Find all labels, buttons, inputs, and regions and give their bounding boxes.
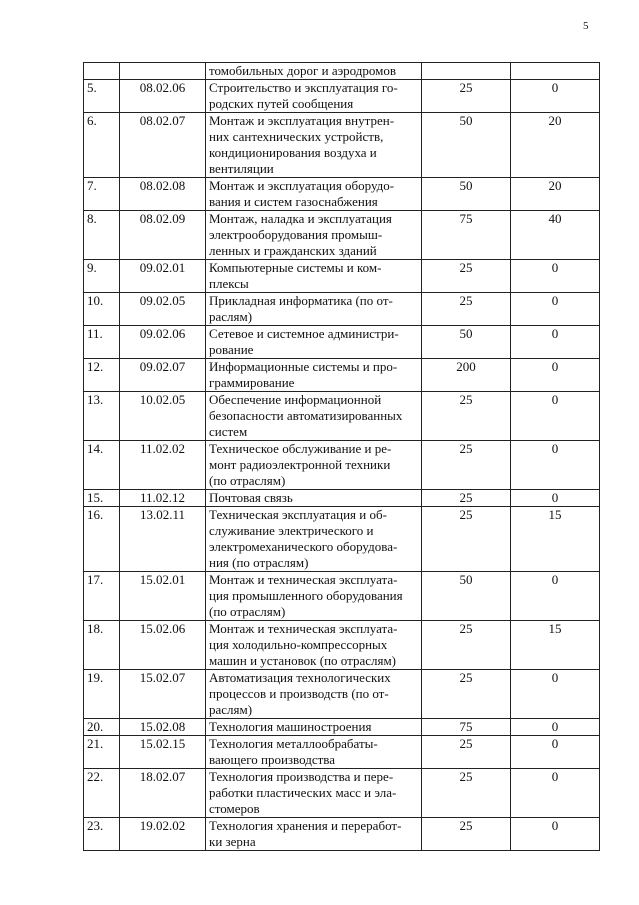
specialty-code: 09.02.05 bbox=[120, 293, 206, 326]
specialty-code: 08.02.09 bbox=[120, 211, 206, 260]
value-secondary: 0 bbox=[511, 818, 600, 851]
row-number: 7. bbox=[84, 178, 120, 211]
specialty-name bbox=[206, 572, 422, 621]
table-row bbox=[84, 719, 600, 736]
specialty-name-line: ция промышленного оборудования bbox=[209, 588, 403, 603]
specialty-name bbox=[206, 113, 422, 178]
specialty-name bbox=[206, 63, 422, 80]
specialty-name-line: Монтаж и техническая эксплуата- bbox=[209, 621, 398, 636]
specialty-code: 09.02.06 bbox=[120, 326, 206, 359]
specialty-name bbox=[206, 178, 422, 211]
specialty-code: 08.02.08 bbox=[120, 178, 206, 211]
specialty-name-line: безопасности автоматизированных bbox=[209, 408, 403, 423]
specialty-name-line: Технология металлообрабаты- bbox=[209, 736, 378, 751]
specialty-name-line: них сантехнических устройств, bbox=[209, 129, 384, 144]
specialty-name-line: (по отраслям) bbox=[209, 604, 286, 619]
value-total: 25 bbox=[422, 80, 511, 113]
value-secondary: 0 bbox=[511, 490, 600, 507]
specialty-name bbox=[206, 818, 422, 851]
specialty-name bbox=[206, 670, 422, 719]
specialty-name-line: стомеров bbox=[209, 801, 260, 816]
value-secondary: 0 bbox=[511, 359, 600, 392]
specialty-code: 13.02.11 bbox=[120, 507, 206, 572]
specialty-name-line: Техническая эксплуатация и об- bbox=[209, 507, 387, 522]
specialty-name-line: кондиционирования воздуха и bbox=[209, 145, 377, 160]
specialty-name-line: ния (по отраслям) bbox=[209, 555, 309, 570]
specialty-name-line: монт радиоэлектронной техники bbox=[209, 457, 391, 472]
row-number: 20. bbox=[84, 719, 120, 736]
specialty-name-line: (по отраслям) bbox=[209, 473, 286, 488]
specialty-code: 11.02.12 bbox=[120, 490, 206, 507]
row-number: 10. bbox=[84, 293, 120, 326]
value-secondary: 0 bbox=[511, 572, 600, 621]
row-number: 5. bbox=[84, 80, 120, 113]
specialty-name-line: электрооборудования промыш- bbox=[209, 227, 383, 242]
specialty-name-line: раслям) bbox=[209, 309, 253, 324]
value-secondary: 0 bbox=[511, 719, 600, 736]
specialties-table bbox=[83, 62, 600, 851]
specialty-name-line: электромеханического оборудова- bbox=[209, 539, 398, 554]
table-row bbox=[84, 736, 600, 769]
specialty-name bbox=[206, 736, 422, 769]
specialty-name bbox=[206, 507, 422, 572]
table-row bbox=[84, 392, 600, 441]
specialty-code: 09.02.07 bbox=[120, 359, 206, 392]
value-total: 25 bbox=[422, 490, 511, 507]
specialty-name-line: Строительство и эксплуатация го- bbox=[209, 80, 398, 95]
specialty-name-line: плексы bbox=[209, 276, 249, 291]
page-number: 5 bbox=[583, 20, 589, 32]
value-total: 50 bbox=[422, 178, 511, 211]
specialty-name bbox=[206, 490, 422, 507]
value-secondary: 0 bbox=[511, 441, 600, 490]
specialty-code: 09.02.01 bbox=[120, 260, 206, 293]
specialty-name-line: вающего производства bbox=[209, 752, 336, 767]
specialty-name-line: Техническое обслуживание и ре- bbox=[209, 441, 392, 456]
specialty-name bbox=[206, 326, 422, 359]
value-total: 25 bbox=[422, 507, 511, 572]
specialty-name-line: работки пластических масс и эла- bbox=[209, 785, 397, 800]
table-row bbox=[84, 178, 600, 211]
table-row bbox=[84, 441, 600, 490]
value-secondary: 0 bbox=[511, 670, 600, 719]
specialty-name-line: ленных и гражданских зданий bbox=[209, 243, 377, 258]
value-total: 25 bbox=[422, 769, 511, 818]
value-secondary: 20 bbox=[511, 113, 600, 178]
row-number: 14. bbox=[84, 441, 120, 490]
specialty-name-line: раслям) bbox=[209, 702, 253, 717]
row-number: 11. bbox=[84, 326, 120, 359]
value-secondary: 15 bbox=[511, 621, 600, 670]
specialty-code: 11.02.02 bbox=[120, 441, 206, 490]
table-row bbox=[84, 63, 600, 80]
specialty-name bbox=[206, 211, 422, 260]
specialty-name bbox=[206, 80, 422, 113]
specialty-code: 15.02.08 bbox=[120, 719, 206, 736]
specialty-name bbox=[206, 293, 422, 326]
specialty-name bbox=[206, 392, 422, 441]
specialty-name-line: томобильных дорог и аэродромов bbox=[209, 63, 397, 78]
specialty-name bbox=[206, 769, 422, 818]
specialty-name-line: Монтаж и эксплуатация внутрен- bbox=[209, 113, 395, 128]
row-number: 13. bbox=[84, 392, 120, 441]
row-number: 19. bbox=[84, 670, 120, 719]
table-row bbox=[84, 670, 600, 719]
value-total: 50 bbox=[422, 326, 511, 359]
row-number: 21. bbox=[84, 736, 120, 769]
value-total: 25 bbox=[422, 670, 511, 719]
value-secondary: 0 bbox=[511, 80, 600, 113]
specialty-code: 15.02.01 bbox=[120, 572, 206, 621]
row-number bbox=[84, 63, 120, 80]
table-row bbox=[84, 326, 600, 359]
value-total: 25 bbox=[422, 293, 511, 326]
value-total: 25 bbox=[422, 392, 511, 441]
value-secondary: 0 bbox=[511, 392, 600, 441]
specialty-code: 15.02.15 bbox=[120, 736, 206, 769]
value-total: 50 bbox=[422, 113, 511, 178]
specialty-name-line: Компьютерные системы и ком- bbox=[209, 260, 382, 275]
specialty-name-line: систем bbox=[209, 424, 248, 439]
specialty-code: 15.02.06 bbox=[120, 621, 206, 670]
value-total: 75 bbox=[422, 719, 511, 736]
row-number: 17. bbox=[84, 572, 120, 621]
row-number: 9. bbox=[84, 260, 120, 293]
row-number: 15. bbox=[84, 490, 120, 507]
specialty-name-line: граммирование bbox=[209, 375, 295, 390]
value-secondary: 15 bbox=[511, 507, 600, 572]
value-secondary: 0 bbox=[511, 769, 600, 818]
value-secondary: 20 bbox=[511, 178, 600, 211]
value-total: 50 bbox=[422, 572, 511, 621]
value-total: 200 bbox=[422, 359, 511, 392]
specialty-name-line: Монтаж, наладка и эксплуатация bbox=[209, 211, 392, 226]
specialty-name-line: вания и систем газоснабжения bbox=[209, 194, 378, 209]
specialty-name-line: родских путей сообщения bbox=[209, 96, 354, 111]
specialty-name-line: Автоматизация технологических bbox=[209, 670, 391, 685]
specialty-name-line: Технология хранения и переработ- bbox=[209, 818, 402, 833]
specialty-name-line: Почтовая связь bbox=[209, 490, 293, 505]
specialty-name-line: Технология машиностроения bbox=[209, 719, 372, 734]
specialty-name-line: Монтаж и техническая эксплуата- bbox=[209, 572, 398, 587]
specialty-name-line: Информационные системы и про- bbox=[209, 359, 398, 374]
specialty-name-line: Обеспечение информационной bbox=[209, 392, 382, 407]
specialty-code: 19.02.02 bbox=[120, 818, 206, 851]
table-row bbox=[84, 818, 600, 851]
specialty-name bbox=[206, 260, 422, 293]
table-row bbox=[84, 211, 600, 260]
table-row bbox=[84, 113, 600, 178]
specialty-code: 15.02.07 bbox=[120, 670, 206, 719]
specialty-name-line: вентиляции bbox=[209, 161, 274, 176]
value-secondary: 0 bbox=[511, 736, 600, 769]
specialty-name-line: ция холодильно-компрессорных bbox=[209, 637, 388, 652]
specialty-name bbox=[206, 621, 422, 670]
value-total: 75 bbox=[422, 211, 511, 260]
specialty-code: 10.02.05 bbox=[120, 392, 206, 441]
specialty-name-line: Монтаж и эксплуатация оборудо- bbox=[209, 178, 395, 193]
specialty-code: 08.02.06 bbox=[120, 80, 206, 113]
table-row bbox=[84, 507, 600, 572]
specialty-code bbox=[120, 63, 206, 80]
value-secondary: 40 bbox=[511, 211, 600, 260]
table-row bbox=[84, 490, 600, 507]
value-total: 25 bbox=[422, 736, 511, 769]
table-row bbox=[84, 621, 600, 670]
row-number: 16. bbox=[84, 507, 120, 572]
value-secondary: 0 bbox=[511, 293, 600, 326]
row-number: 22. bbox=[84, 769, 120, 818]
specialty-name bbox=[206, 441, 422, 490]
table-row bbox=[84, 260, 600, 293]
value-total: 25 bbox=[422, 621, 511, 670]
value-total bbox=[422, 63, 511, 80]
value-secondary bbox=[511, 63, 600, 80]
specialty-name-line: процессов и производств (по от- bbox=[209, 686, 389, 701]
table-row bbox=[84, 359, 600, 392]
row-number: 18. bbox=[84, 621, 120, 670]
specialty-name bbox=[206, 359, 422, 392]
row-number: 8. bbox=[84, 211, 120, 260]
specialty-name-line: Прикладная информатика (по от- bbox=[209, 293, 393, 308]
specialty-name-line: Технология производства и пере- bbox=[209, 769, 394, 784]
value-secondary: 0 bbox=[511, 326, 600, 359]
table-row bbox=[84, 572, 600, 621]
specialty-code: 08.02.07 bbox=[120, 113, 206, 178]
table-row bbox=[84, 80, 600, 113]
specialty-name-line: служивание электрического и bbox=[209, 523, 374, 538]
row-number: 6. bbox=[84, 113, 120, 178]
value-total: 25 bbox=[422, 818, 511, 851]
table-row bbox=[84, 293, 600, 326]
specialty-name-line: ки зерна bbox=[209, 834, 256, 849]
row-number: 23. bbox=[84, 818, 120, 851]
value-total: 25 bbox=[422, 260, 511, 293]
specialty-name-line: машин и установок (по отраслям) bbox=[209, 653, 397, 668]
value-total: 25 bbox=[422, 441, 511, 490]
table-row bbox=[84, 769, 600, 818]
specialty-name-line: рование bbox=[209, 342, 254, 357]
row-number: 12. bbox=[84, 359, 120, 392]
specialty-name bbox=[206, 719, 422, 736]
value-secondary: 0 bbox=[511, 260, 600, 293]
specialty-code: 18.02.07 bbox=[120, 769, 206, 818]
specialty-name-line: Сетевое и системное администри- bbox=[209, 326, 399, 341]
